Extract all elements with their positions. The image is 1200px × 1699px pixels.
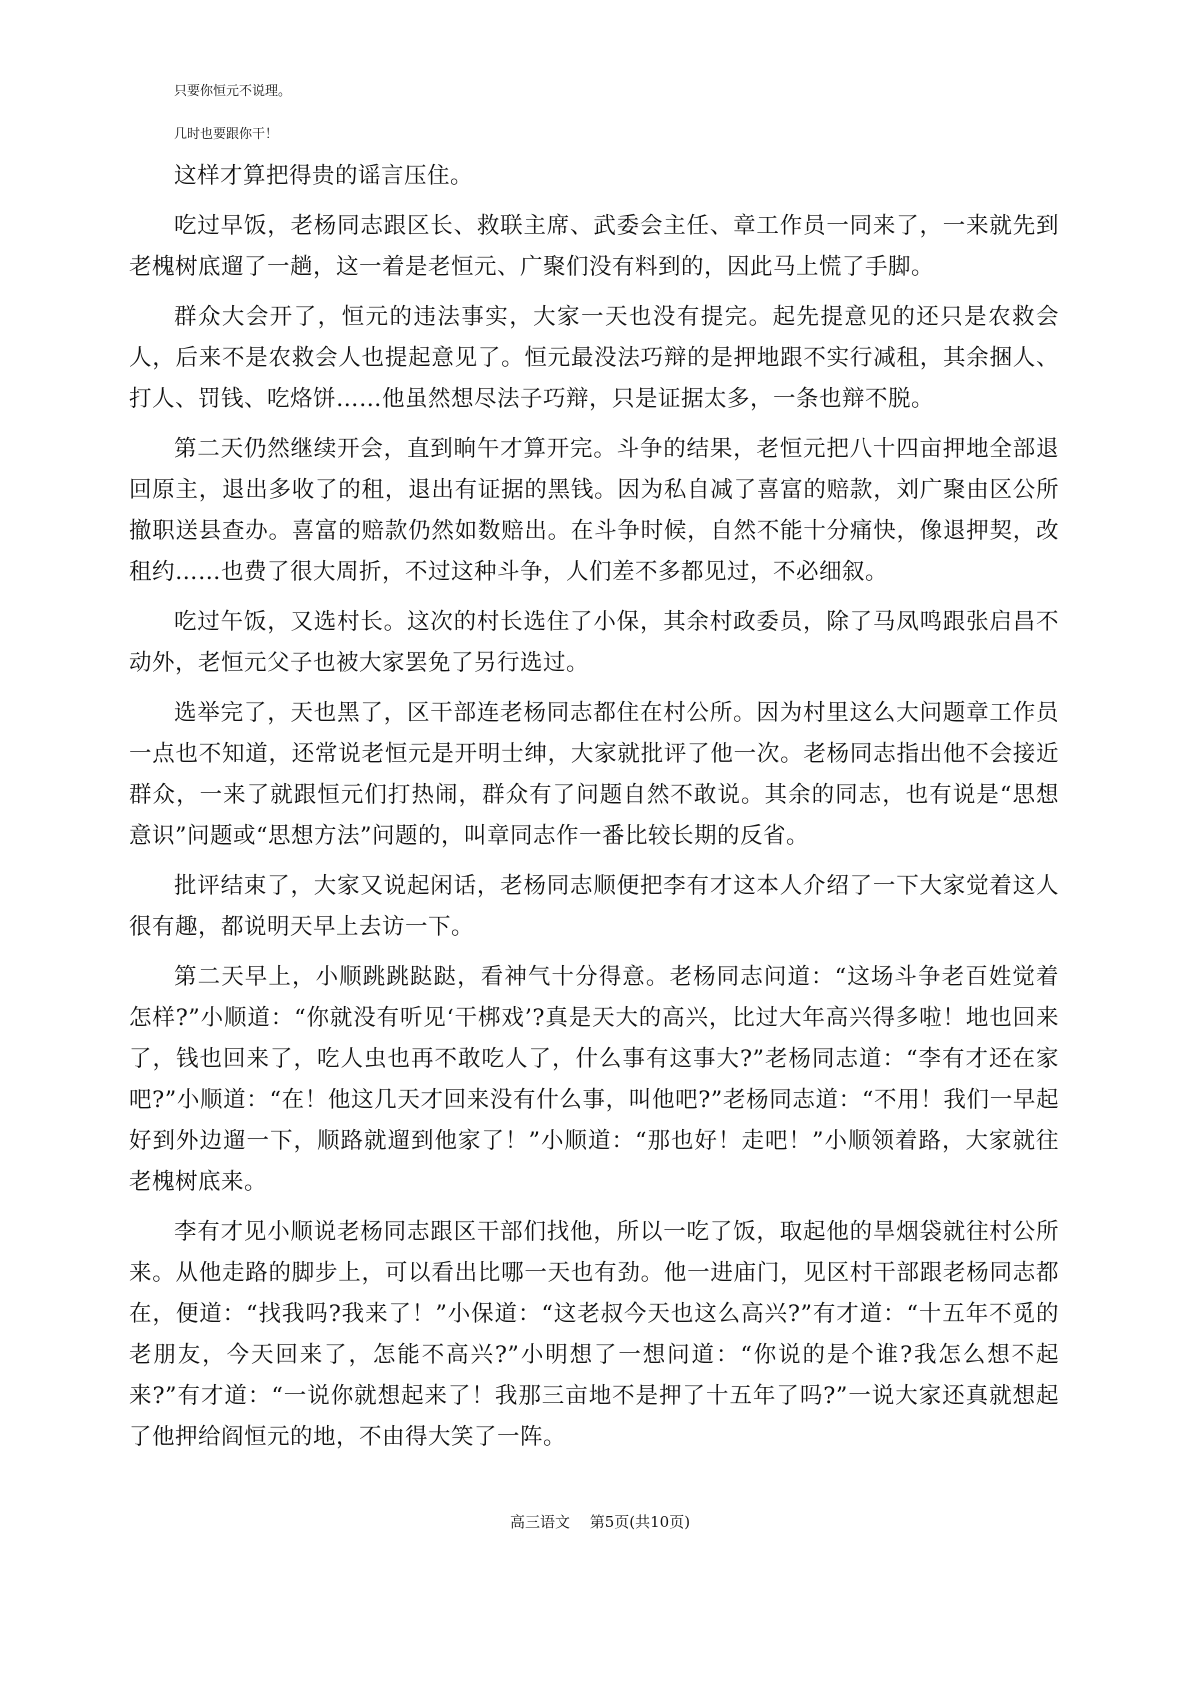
verse-line: 只要你恒元不说理。 xyxy=(174,84,292,99)
body-text xyxy=(129,156,1059,1467)
paragraph: 群众大会开了，恒元的违法事实，大家一天也没有提完。起先提意见的还只是农救会人，后来不是农救会人也提起意见了。恒元最没法巧辩的是押地跟不实行减租，其余捆人、打人、罚钱、吃烙饼……他虽然想尽法子巧辩，只是证据太多，一条也辩不脱。 xyxy=(129,304,1059,412)
paragraph: 吃过午饭，又选村长。这次的村长选住了小保，其余村政委员，除了马凤鸣跟张启昌不动外，老恒元父子也被大家罢免了另行选过。 xyxy=(129,609,1059,676)
paragraph: 第二天仍然继续开会，直到晌午才算开完。斗争的结果，老恒元把八十四亩押地全部退回原主，退出多收了的租，退出有证据的黑钱。因为私自减了喜富的赔款，刘广聚由区公所撤职送县查办。喜富的赔款仍然如数赔出。在斗争时候，自然不能十分痛快，像退押契，改租约……也费了很大周折，不过这种斗争，人们差不多都见过，不必细叙。 xyxy=(129,436,1059,585)
paragraph: 李有才见小顺说老杨同志跟区干部们找他，所以一吃了饭，取起他的旱烟袋就往村公所来。从他走路的脚步上，可以看出比哪一天也有劲。他一进庙门，见区村干部跟老杨同志都在，便道：“找我吗?我来了！”小保道：“这老叔今天也这么高兴?”有才道：“十五年不觅的老朋友，今天回来了，怎能不高兴?”小明想了一想问道：“你说的是个谁?我怎么想不起来?”有才道：“一说你就想起来了！我那三亩地不是押了十五年了吗?”一说大家还真就想起了他押给阎恒元的地，不由得大笑了一阵。 xyxy=(129,1219,1059,1450)
paragraph: 批评结束了，大家又说起闲话，老杨同志顺便把李有才这本人介绍了一下大家觉着这人很有趣，都说明天早上去访一下。 xyxy=(129,873,1059,940)
page-footer: 高三语文 第5页(共10页) xyxy=(509,1513,691,1531)
verse-line: 几时也要跟你干！ xyxy=(174,127,279,142)
paragraph: 选举完了，天也黑了，区干部连老杨同志都住在村公所。因为村里这么大问题章工作员一点也不知道，还常说老恒元是开明士绅，大家就批评了他一次。老杨同志指出他不会接近群众，一来了就跟恒元们打热闹，群众有了问题自然不敢说。其余的同志，也有说是“思想意识”问题或“思想方法”问题的，叫章同志作一番比较长期的反省。 xyxy=(129,700,1059,849)
paragraph: 吃过早饭，老杨同志跟区长、救联主席、武委会主任、章工作员一同来了，一来就先到老槐树底遛了一趟，这一着是老恒元、广聚们没有料到的，因此马上慌了手脚。 xyxy=(129,213,1059,280)
paragraph: 这样才算把得贵的谣言压住。 xyxy=(174,163,474,189)
paragraph: 第二天早上，小顺跳跳跶跶，看神气十分得意。老杨同志问道：“这场斗争老百姓觉着怎样?”小顺道：“你就没有听见‘干梆戏’?真是天大的高兴，比过大年高兴得多啦！地也回来了，钱也回来了，吃人虫也再不敢吃人了，什么事有这事大?”老杨同志道：“李有才还在家吧?”小顺道：“在！他这几天才回来没有什么事，叫他吧?”老杨同志道：“不用！我们一早起好到外边遛一下，顺路就遛到他家了！”小顺道：“那也好！走吧！”小顺领着路，大家就往老槐树底来。 xyxy=(129,964,1059,1195)
